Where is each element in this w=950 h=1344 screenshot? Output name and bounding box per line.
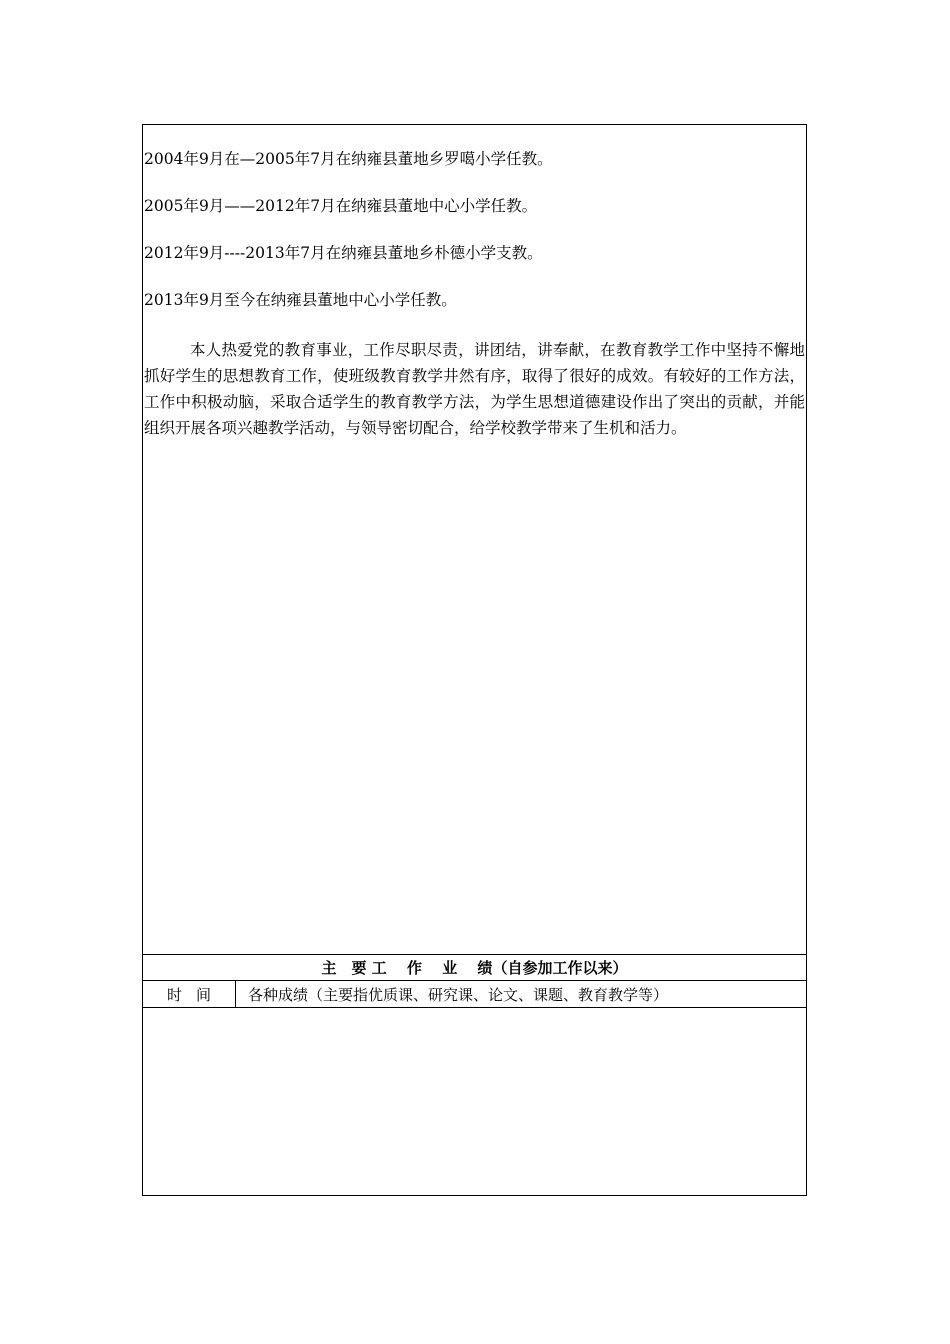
history-line-3: 2012年9月----2013年7月在纳雍县董地乡朴德小学支教。 [144,244,543,262]
history-line-2: 2005年9月——2012年7月在纳雍县董地中心小学任教。 [144,197,538,215]
section-title-main: 主 要 工 作 业 绩 [321,959,493,977]
achievements-column-headers [143,981,806,1008]
achievements-section-title [143,955,806,981]
column-header-time: 时间 [143,981,236,1007]
self-description-paragraph: 本人热爱党的教育事业，工作尽职尽责，讲团结，讲奉献，在教育教学工作中坚持不懈地抓好学生的思想教育工作，使班级教育教学井然有序，取得了很好的成效。有较好的工作方法，工作中积极动脑，采取合适学生的教育教学方法，为学生思想道德建设作出了突出的贡献，并能组织开展各项兴趣教学活动，与领导密切配合，给学校教学带来了生机和活力。 [144,341,805,437]
column-header-achievements: 各种成绩（主要指优质课、研究课、论文、课题、教育教学等） [248,985,669,1004]
work-history-cell [143,125,806,955]
history-line-4: 2013年9月至今在纳雍县董地中心小学任教。 [144,291,457,309]
section-title-note: （自参加工作以来） [492,959,628,977]
history-line-1: 2004年9月在—2005年7月在纳雍县董地乡罗噶小学任教。 [144,150,553,168]
achievements-entry-area[interactable] [143,1008,806,1195]
form-table [142,124,807,1196]
